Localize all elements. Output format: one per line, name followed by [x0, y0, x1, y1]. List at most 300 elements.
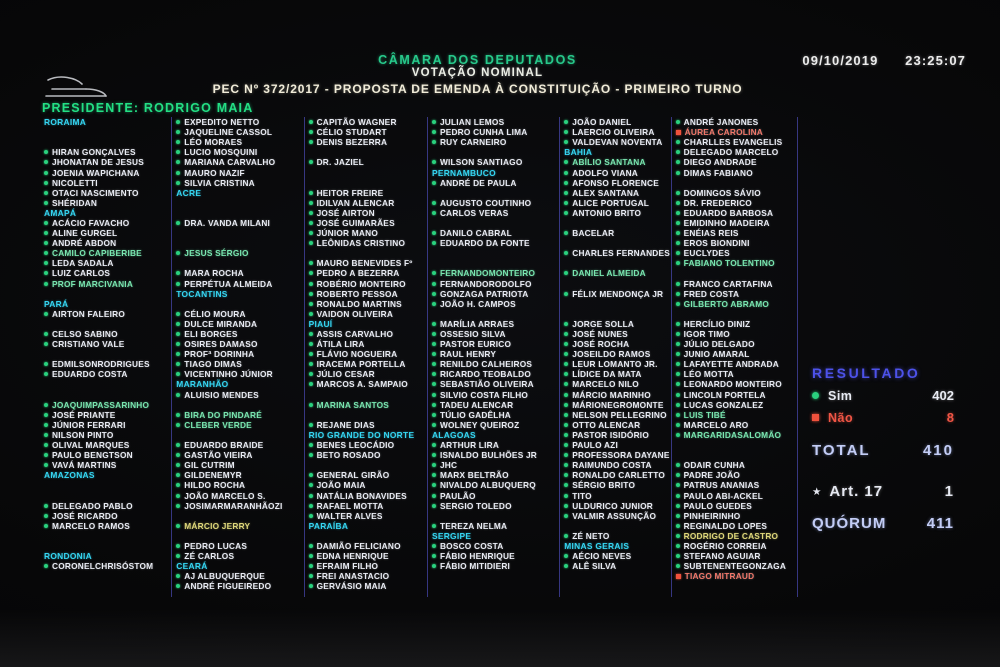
- deputy-name: TEREZA NELMA: [439, 520, 508, 531]
- president-line: PRESIDENTE: RODRIGO MAIA: [42, 101, 254, 115]
- deputy-row: [676, 551, 797, 561]
- sim-dot-icon: [432, 544, 436, 548]
- deputy-name: WALTER ALVES: [316, 510, 383, 521]
- deputy-row: [676, 501, 797, 511]
- sim-dot-icon: [309, 564, 313, 568]
- sim-dot-icon: [176, 443, 180, 447]
- deputy-row: [176, 339, 303, 349]
- deputy-name: SILVIA CRISTINA: [184, 177, 255, 188]
- deputy-name: JOÃO DANIEL: [572, 117, 632, 128]
- sim-dot-icon: [432, 292, 436, 296]
- sim-dot-icon: [564, 423, 568, 427]
- deputy-name: MARX BELTRÃO: [439, 470, 509, 481]
- deputy-row: [176, 117, 303, 127]
- deputy-name: STEFANO AGUIAR: [683, 551, 761, 562]
- sim-dot-icon: [676, 342, 680, 346]
- deputy-row: [309, 440, 427, 450]
- deputy-name: DELEGADO PABLO: [52, 500, 133, 511]
- state-header-label: AMAPÁ: [44, 207, 77, 218]
- deputy-name: JÚLIO DELGADO: [683, 339, 755, 350]
- sim-dot-icon: [564, 473, 568, 477]
- deputy-row: [432, 490, 559, 500]
- deputy-name: VAIDON OLIVEIRA: [316, 308, 394, 319]
- sim-dot-icon: [309, 584, 313, 588]
- deputy-name: RICARDO TEOBALDO: [439, 369, 532, 380]
- deputy-row: [564, 359, 670, 369]
- deputy-name: IRACEMA PORTELLA: [316, 359, 406, 370]
- state-header-label: RONDONIA: [44, 551, 92, 562]
- sim-dot-icon: [564, 332, 568, 336]
- star-icon: ★: [811, 485, 822, 498]
- deputy-row: [432, 460, 559, 470]
- sim-dot-icon: [432, 342, 436, 346]
- quorum-row: [812, 515, 988, 532]
- deputy-name: LAFAYETTE ANDRADA: [683, 359, 779, 370]
- deputy-row: [676, 541, 797, 551]
- deputy-row: [676, 339, 797, 349]
- deputy-row: [676, 188, 797, 198]
- empty-row: [564, 299, 670, 309]
- sim-dot-icon: [564, 483, 568, 487]
- state-header-label: RIO GRANDE DO NORTE: [308, 429, 415, 440]
- empty-row: [564, 309, 670, 319]
- sim-dot-icon: [676, 473, 680, 477]
- deputy-row: [564, 157, 670, 167]
- deputy-name: MARCOS A. SAMPAIO: [316, 379, 408, 390]
- sim-dot-icon: [564, 352, 568, 356]
- sim-dot-icon: [564, 382, 568, 386]
- sim-dot-icon: [309, 211, 313, 215]
- sim-dot-icon: [176, 150, 180, 154]
- sim-dot-icon: [176, 473, 180, 477]
- sim-dot-icon: [176, 160, 180, 164]
- deputy-row: [309, 137, 427, 147]
- nao-square-icon: [676, 574, 681, 579]
- deputy-row: [676, 127, 797, 137]
- session-time: 23:25:07: [905, 53, 966, 68]
- deputy-name: CAMILO CAPIBERIBE: [52, 248, 142, 259]
- deputy-row: [44, 521, 171, 531]
- sim-dot-icon: [176, 584, 180, 588]
- deputy-name: TÚLIO GADÊLHA: [439, 409, 512, 420]
- sim-dot-icon: [676, 393, 680, 397]
- deputy-row: [309, 420, 427, 430]
- sim-dot-icon: [676, 554, 680, 558]
- empty-row: [176, 238, 303, 248]
- deputy-name: CLEBER VERDE: [184, 419, 252, 430]
- state-header-label: TOCANTINS: [176, 288, 228, 299]
- empty-row: [564, 279, 670, 289]
- deputy-row: [676, 480, 797, 490]
- deputy-row: [564, 117, 670, 127]
- deputy-row: [432, 299, 559, 309]
- empty-row: [432, 188, 559, 198]
- deputy-name: ULDURICO JUNIOR: [572, 500, 653, 511]
- state-header: [564, 541, 670, 551]
- deputy-row: [309, 188, 427, 198]
- deputy-name: BOSCO COSTA: [439, 540, 504, 551]
- deputy-row: [676, 410, 797, 420]
- nao-result-row: [812, 410, 988, 425]
- deputy-row: [564, 470, 670, 480]
- deputy-name: RAUL HENRY: [439, 349, 497, 360]
- deputy-row: [44, 420, 171, 430]
- deputy-name: CELSO SABINO: [52, 329, 118, 340]
- deputy-row: [676, 490, 797, 500]
- empty-row: [676, 178, 797, 188]
- deputy-row: [309, 369, 427, 379]
- deputy-row: [676, 319, 797, 329]
- deputy-name: LEONARDO MONTEIRO: [683, 379, 782, 390]
- sim-dot-icon: [44, 241, 48, 245]
- deputy-row: [309, 279, 427, 289]
- deputy-row: [309, 581, 427, 591]
- deputy-row: [676, 167, 797, 177]
- empty-row: [176, 430, 303, 440]
- empty-row: [44, 531, 171, 541]
- art17-row: [812, 483, 988, 500]
- state-header: [309, 319, 427, 329]
- deputy-name: DAMIÃO FELICIANO: [316, 540, 401, 551]
- sim-dot-icon: [564, 443, 568, 447]
- deputy-row: [564, 400, 670, 410]
- deputy-name: EDMILSONRODRIGUES: [52, 359, 150, 370]
- deputy-row: [676, 390, 797, 400]
- sim-dot-icon: [676, 544, 680, 548]
- empty-row: [176, 400, 303, 410]
- sim-dot-icon: [564, 271, 568, 275]
- sim-dot-icon: [309, 473, 313, 477]
- deputy-row: [432, 440, 559, 450]
- deputy-name: LÉO MORAES: [184, 137, 243, 148]
- sim-dot-icon: [309, 231, 313, 235]
- deputy-name: FABIANO TOLENTINO: [683, 258, 775, 269]
- deputy-name: ZÉ CARLOS: [184, 551, 235, 562]
- sim-dot-icon: [44, 282, 48, 286]
- deputy-row: [676, 430, 797, 440]
- deputy-name: JOSÉ ROCHA: [572, 339, 630, 350]
- sim-dot-icon: [676, 514, 680, 518]
- deputy-name: PASTOR EURICO: [439, 339, 512, 350]
- deputy-row: [676, 198, 797, 208]
- deputy-row: [309, 157, 427, 167]
- deputy-row: [44, 198, 171, 208]
- deputy-name: LUCIO MOSQUINI: [184, 147, 258, 158]
- deputy-name: SÉRGIO BRITO: [572, 480, 636, 491]
- sim-dot-icon: [176, 322, 180, 326]
- deputy-name: JUNIO AMARAL: [683, 349, 750, 360]
- empty-row: [432, 258, 559, 268]
- deputy-name: ALÊ SILVA: [572, 561, 617, 572]
- deputy-row: [309, 339, 427, 349]
- deputy-name: PINHEIRINHO: [683, 510, 741, 521]
- deputy-row: [676, 147, 797, 157]
- deputy-row: [44, 359, 171, 369]
- sim-dot-icon: [676, 322, 680, 326]
- deputy-row: [432, 268, 559, 278]
- deputy-name: MARIANA CARVALHO: [184, 157, 276, 168]
- deputy-row: [564, 228, 670, 238]
- sim-dot-icon: [44, 181, 48, 185]
- deputy-name: LUIZ CARLOS: [52, 268, 111, 279]
- deputy-row: [432, 208, 559, 218]
- empty-row: [676, 309, 797, 319]
- sim-dot-icon: [176, 393, 180, 397]
- deputy-name: FLÁVIO NOGUEIRA: [316, 349, 398, 360]
- deputy-name: FÁBIO MITIDIERI: [439, 561, 511, 572]
- deputy-name: DENIS BEZERRA: [316, 137, 388, 148]
- deputy-name: OTACI NASCIMENTO: [52, 187, 139, 198]
- deputy-name: ANDRÉ ABDON: [52, 238, 117, 249]
- total-label: TOTAL: [811, 442, 871, 459]
- sim-dot-icon: [176, 221, 180, 225]
- sim-dot-icon: [176, 483, 180, 487]
- sim-dot-icon: [564, 140, 568, 144]
- sim-dot-icon: [676, 241, 680, 245]
- deputy-name: DRA. VANDA MILANI: [184, 217, 271, 228]
- deputy-name: TIAGO DIMAS: [184, 359, 243, 370]
- state-header-label: PIAUÍ: [308, 318, 333, 329]
- deputy-name: VICENTINHO JÚNIOR: [184, 369, 273, 380]
- empty-row: [44, 390, 171, 400]
- deputy-name: CÉLIO STUDART: [316, 127, 387, 138]
- sim-dot-icon: [676, 171, 680, 175]
- sim-dot-icon: [564, 362, 568, 366]
- deputy-row: [564, 551, 670, 561]
- deputy-row: [564, 349, 670, 359]
- empty-row: [176, 208, 303, 218]
- deputy-row: [44, 228, 171, 238]
- deputy-name: LÍDICE DA MATA: [572, 369, 642, 380]
- sim-dot-icon: [564, 534, 568, 538]
- sim-dot-icon: [309, 544, 313, 548]
- sim-dot-icon: [432, 362, 436, 366]
- deputy-row: [309, 379, 427, 389]
- deputy-row: [44, 167, 171, 177]
- deputy-row: [309, 208, 427, 218]
- sim-dot-icon: [176, 251, 180, 255]
- sim-dot-icon: [676, 160, 680, 164]
- empty-row: [564, 218, 670, 228]
- deputy-name: LAERCIO OLIVEIRA: [572, 127, 655, 138]
- deputy-name: OSSESIO SILVA: [439, 329, 506, 340]
- sim-dot-icon: [176, 494, 180, 498]
- quorum-label: QUÓRUM: [811, 515, 887, 532]
- sim-dot-icon: [44, 362, 48, 366]
- sim-dot-icon: [44, 171, 48, 175]
- deputy-row: [676, 279, 797, 289]
- sim-dot-icon: [676, 140, 680, 144]
- deputy-row: [44, 157, 171, 167]
- empty-row: [176, 258, 303, 268]
- deputy-name: MARCELO NILO: [572, 379, 639, 390]
- deputy-row: [564, 137, 670, 147]
- deputy-name: JOSÉ PRIANTE: [52, 409, 116, 420]
- sim-dot-icon: [432, 463, 436, 467]
- deputy-row: [309, 571, 427, 581]
- sim-dot-icon: [309, 160, 313, 164]
- deputy-row: [676, 571, 797, 581]
- deputy-name: ODAIR CUNHA: [683, 460, 746, 471]
- sim-dot-icon: [309, 382, 313, 386]
- deputy-row: [44, 430, 171, 440]
- empty-row: [564, 258, 670, 268]
- deputy-name: FÉLIX MENDONÇA JR: [572, 288, 664, 299]
- deputy-row: [676, 420, 797, 430]
- deputy-name: NELSON PELLEGRINO: [572, 409, 667, 420]
- sim-dot-icon: [309, 483, 313, 487]
- state-header-label: MARANHÃO: [176, 379, 229, 390]
- empty-row: [176, 228, 303, 238]
- sim-dot-icon: [564, 201, 568, 205]
- deputy-name: CRISTIANO VALE: [52, 339, 125, 350]
- deputy-name: EDNA HENRIQUE: [316, 551, 389, 562]
- empty-row: [309, 390, 427, 400]
- deputy-name: EROS BIONDINI: [683, 238, 750, 249]
- sim-dot-icon: [564, 413, 568, 417]
- deputy-name: EXPEDITO NETTO: [184, 117, 260, 128]
- deputy-row: [176, 147, 303, 157]
- empty-row: [676, 440, 797, 450]
- sim-dot-icon: [44, 261, 48, 265]
- empty-row: [309, 167, 427, 177]
- deputy-name: JOÃO H. CAMPOS: [439, 298, 516, 309]
- deputy-name: WOLNEY QUEIROZ: [439, 419, 520, 430]
- deputy-name: ABÍLIO SANTANA: [572, 157, 646, 168]
- sim-dot-icon: [564, 393, 568, 397]
- deputy-row: [432, 137, 559, 147]
- sim-dot-icon: [309, 191, 313, 195]
- deputy-name: BIRA DO PINDARÉ: [184, 409, 262, 420]
- empty-row: [44, 541, 171, 551]
- deputy-row: [564, 410, 670, 420]
- deputy-name: SERGIO TOLEDO: [439, 500, 512, 511]
- sim-dot-icon: [176, 312, 180, 316]
- deputy-row: [176, 248, 303, 258]
- sim-dot-icon: [432, 524, 436, 528]
- deputy-name: FÁBIO HENRIQUE: [439, 551, 515, 562]
- sim-dot-icon: [676, 403, 680, 407]
- deputy-name: MARCELO ARO: [683, 419, 749, 430]
- deputy-name: GERVÁSIO MAIA: [316, 581, 387, 592]
- deputy-name: SILVIO COSTA FILHO: [439, 389, 529, 400]
- deputy-name: ZÉ NETO: [572, 530, 610, 541]
- deputy-column-3: [304, 117, 427, 597]
- deputy-name: ALICE PORTUGAL: [572, 197, 650, 208]
- deputy-name: REGINALDO LOPES: [683, 520, 768, 531]
- deputy-row: [564, 289, 670, 299]
- sim-dot-icon: [309, 362, 313, 366]
- deputy-row: [564, 501, 670, 511]
- empty-row: [564, 521, 670, 531]
- sim-dot-icon: [432, 423, 436, 427]
- deputy-name: PROF MARCIVANIA: [52, 278, 134, 289]
- sim-dot-icon: [176, 463, 180, 467]
- deputy-name: DANIEL ALMEIDA: [572, 268, 646, 279]
- deputy-row: [432, 238, 559, 248]
- deputy-row: [676, 218, 797, 228]
- art17-label: Art. 17: [829, 483, 884, 500]
- sim-dot-icon: [176, 181, 180, 185]
- sim-dot-icon: [432, 393, 436, 397]
- deputy-row: [432, 551, 559, 561]
- state-header-label: ACRE: [176, 187, 202, 198]
- sim-dot-icon: [432, 352, 436, 356]
- deputy-name: VALMIR ASSUNÇÃO: [572, 510, 657, 521]
- deputy-name: MÁRIONEGROMONTE: [572, 399, 664, 410]
- deputy-row: [309, 501, 427, 511]
- deputy-row: [44, 561, 171, 571]
- deputy-name: SEBASTIÃO OLIVEIRA: [439, 379, 534, 390]
- deputy-row: [564, 379, 670, 389]
- sim-dot-icon: [176, 352, 180, 356]
- deputy-row: [676, 299, 797, 309]
- sim-dot-icon: [432, 201, 436, 205]
- deputy-name: HEITOR FREIRE: [316, 187, 384, 198]
- deputy-name: ROBERTO PESSOA: [316, 288, 398, 299]
- deputy-name: AFONSO FLORENCE: [572, 177, 659, 188]
- sim-dot-icon: [676, 433, 680, 437]
- empty-row: [44, 349, 171, 359]
- deputy-name: LEDA SADALA: [52, 258, 114, 269]
- sim-dot-icon: [309, 443, 313, 447]
- deputy-row: [44, 339, 171, 349]
- sim-dot-icon: [564, 342, 568, 346]
- deputy-row: [676, 208, 797, 218]
- sim-dot-icon: [676, 251, 680, 255]
- deputy-name: JHONATAN DE JESUS: [52, 157, 144, 168]
- sim-dot-icon: [44, 251, 48, 255]
- sim-dot-icon: [676, 332, 680, 336]
- sim-dot-icon: [676, 282, 680, 286]
- deputy-name: GILDENEMYR: [184, 470, 242, 481]
- empty-row: [44, 490, 171, 500]
- sim-dot-icon: [432, 231, 436, 235]
- deputy-name: JOSEILDO RAMOS: [572, 349, 651, 360]
- sim-dot-icon: [309, 140, 313, 144]
- deputy-row: [676, 511, 797, 521]
- sim-dot-icon: [309, 120, 313, 124]
- deputy-row: [676, 289, 797, 299]
- deputy-name: GILBERTO ABRAMO: [683, 298, 770, 309]
- deputy-name: CORONELCHRISÓSTOM: [52, 561, 154, 572]
- deputy-row: [176, 551, 303, 561]
- deputy-name: JHC: [439, 460, 458, 471]
- sim-dot-icon: [432, 382, 436, 386]
- deputy-row: [44, 369, 171, 379]
- deputy-name: NIVALDO ALBUQUERQ: [439, 480, 536, 491]
- deputy-row: [176, 359, 303, 369]
- deputy-name: PEDRO CUNHA LIMA: [439, 127, 528, 138]
- sim-dot-icon: [676, 150, 680, 154]
- deputy-name: ALEX SANTANA: [572, 187, 640, 198]
- deputy-row: [564, 430, 670, 440]
- deputy-name: ISNALDO BULHÕES JR: [439, 450, 538, 461]
- deputy-name: PAULÃO: [439, 490, 476, 501]
- deputy-row: [432, 349, 559, 359]
- sim-dot-icon: [564, 191, 568, 195]
- deputy-row: [176, 541, 303, 551]
- state-header-label: PARÁ: [44, 298, 69, 309]
- deputy-row: [564, 440, 670, 450]
- state-header: [176, 379, 303, 389]
- empty-row: [432, 218, 559, 228]
- deputy-row: [676, 359, 797, 369]
- sim-dot-icon: [309, 372, 313, 376]
- sim-dot-icon: [309, 130, 313, 134]
- deputy-row: [309, 551, 427, 561]
- deputy-name: JULIAN LEMOS: [439, 117, 505, 128]
